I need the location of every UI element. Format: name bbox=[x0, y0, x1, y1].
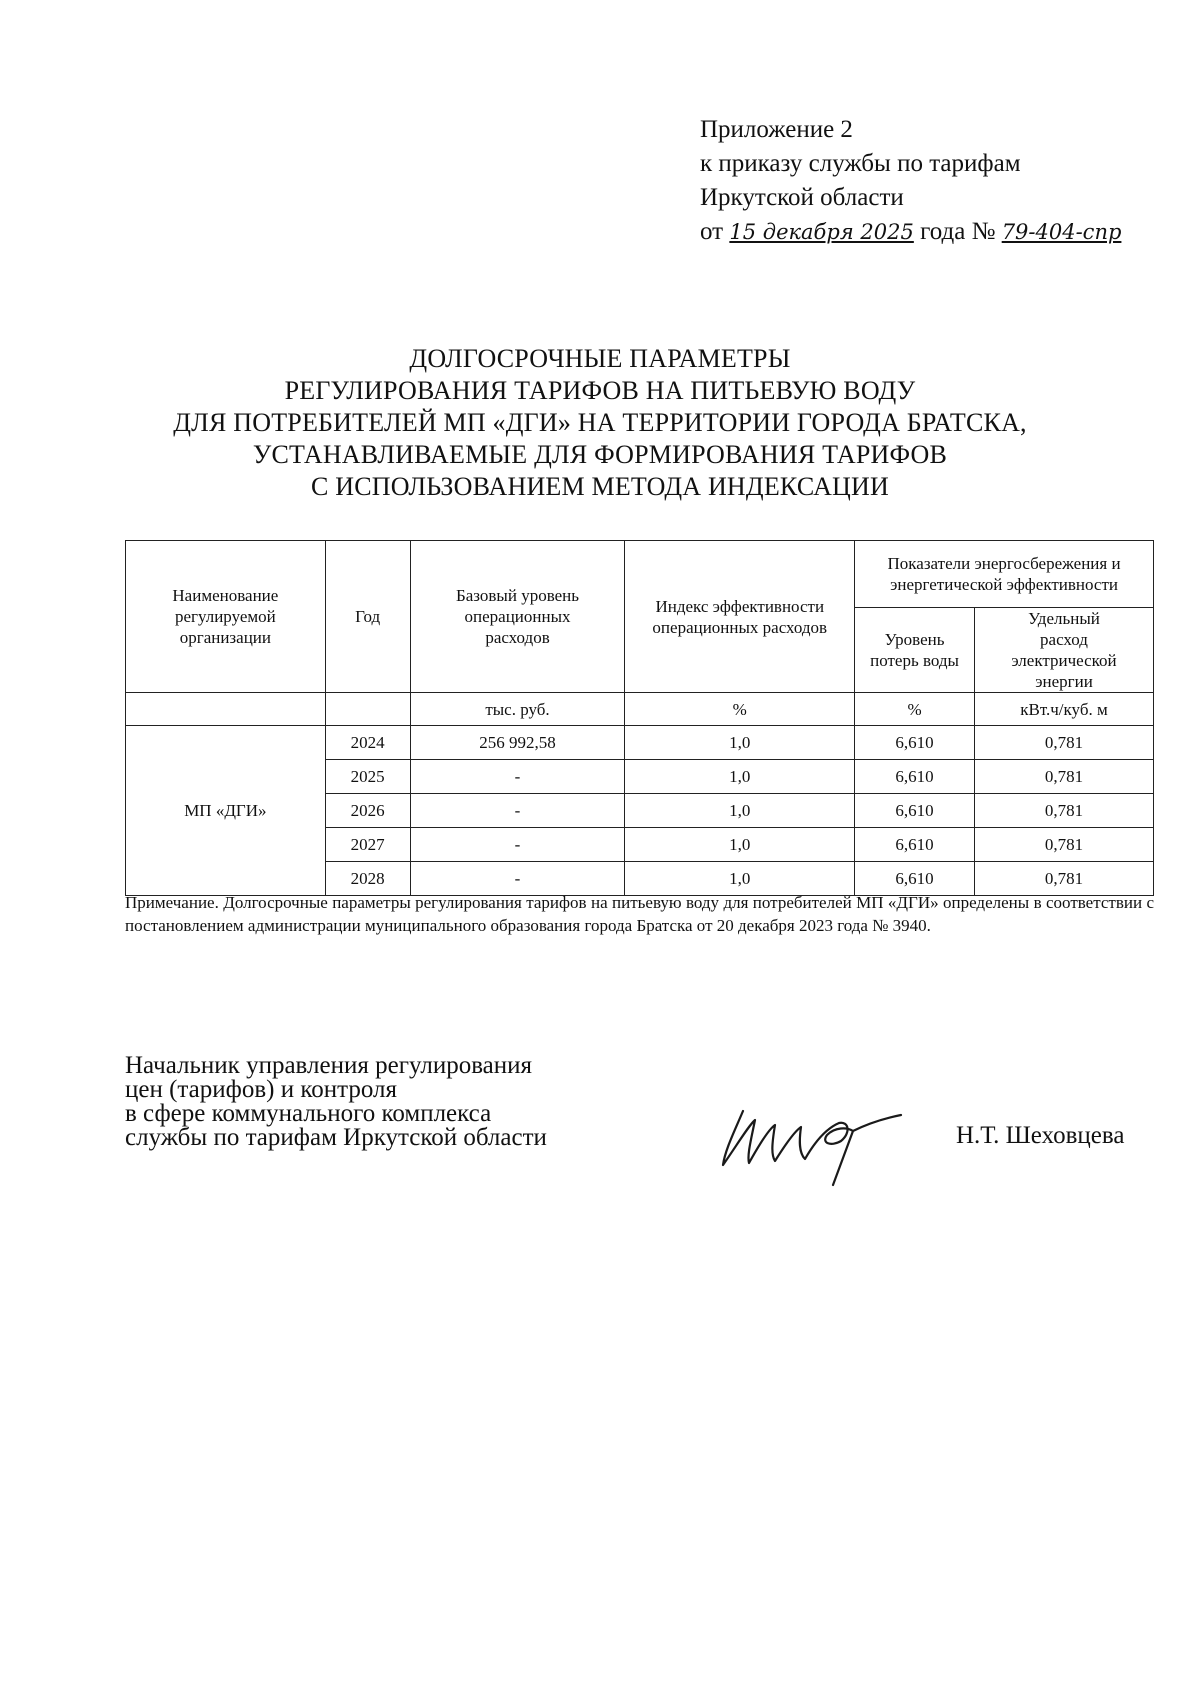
title-line-1: ДОЛГОСРОЧНЫЕ ПАРАМЕТРЫ bbox=[409, 344, 791, 373]
table-note: Примечание. Долгосрочные параметры регулирования тарифов на питьевую воду для потребителей МП «ДГИ» определены в соответствии с постановлением администрации муниципального образования города Братска от 20 декабря 2023 года № 3940. bbox=[125, 893, 1154, 935]
loss-cell: 6,610 bbox=[855, 794, 975, 828]
handwritten-signature bbox=[715, 1085, 945, 1190]
index-cell: 1,0 bbox=[625, 862, 855, 896]
consumption-cell: 0,781 bbox=[975, 760, 1154, 794]
table-row bbox=[126, 726, 1154, 760]
appendix-line-3: Иркутской области bbox=[700, 184, 904, 211]
signer-line-4: службы по тарифам Иркутской области bbox=[125, 1124, 547, 1151]
document-title bbox=[0, 343, 1200, 503]
base-cell: - bbox=[410, 794, 625, 828]
title-line-3: ДЛЯ ПОТРЕБИТЕЛЕЙ МП «ДГИ» НА ТЕРРИТОРИИ ГОРОДА БРАТСКА, bbox=[173, 408, 1027, 437]
header-year: Год bbox=[325, 541, 410, 693]
header-efficiency-index: Индекс эффективности операционных расходов bbox=[625, 541, 855, 693]
handwritten-date: 15 декабря 2025 bbox=[729, 220, 914, 244]
index-cell: 1,0 bbox=[625, 828, 855, 862]
date-prefix: от bbox=[700, 218, 724, 245]
loss-cell: 6,610 bbox=[855, 828, 975, 862]
consumption-cell: 0,781 bbox=[975, 794, 1154, 828]
header-energy-group: Показатели энергосбережения и энергетической эффективности bbox=[855, 541, 1154, 608]
year-cell: 2026 bbox=[325, 794, 410, 828]
appendix-header bbox=[700, 113, 1121, 249]
loss-cell: 6,610 bbox=[855, 862, 975, 896]
index-cell: 1,0 bbox=[625, 794, 855, 828]
consumption-cell: 0,781 bbox=[975, 828, 1154, 862]
signer-line-1: Начальник управления регулирования bbox=[125, 1052, 533, 1079]
signer-name: Н.Т. Шеховцева bbox=[956, 1122, 1125, 1149]
year-cell: 2028 bbox=[325, 862, 410, 896]
loss-cell: 6,610 bbox=[855, 760, 975, 794]
header-base-level: Базовый уровень операционных расходов bbox=[410, 541, 625, 693]
title-line-2: РЕГУЛИРОВАНИЯ ТАРИФОВ НА ПИТЬЕВУЮ ВОДУ bbox=[284, 376, 916, 405]
appendix-date-line bbox=[700, 215, 1121, 249]
handwritten-order-number: 79-404-спр bbox=[1001, 220, 1122, 244]
signer-line-3: в сфере коммунального комплекса bbox=[125, 1100, 492, 1127]
signer-title bbox=[125, 1054, 547, 1150]
year-cell: 2024 bbox=[325, 726, 410, 760]
org-name-cell: МП «ДГИ» bbox=[126, 726, 326, 896]
header-energy-consumption: Удельный расход электрической энергии bbox=[975, 608, 1154, 693]
year-word: года № bbox=[920, 218, 996, 245]
unit-index: % bbox=[625, 693, 855, 726]
appendix-line-2: к приказу службы по тарифам bbox=[700, 150, 1021, 177]
base-cell: - bbox=[410, 828, 625, 862]
header-org: Наименование регулируемой организации bbox=[126, 541, 326, 693]
base-cell: - bbox=[410, 760, 625, 794]
tariff-parameters-table bbox=[125, 540, 1154, 896]
year-cell: 2027 bbox=[325, 828, 410, 862]
loss-cell: 6,610 bbox=[855, 726, 975, 760]
header-water-loss: Уровень потерь воды bbox=[855, 608, 975, 693]
base-cell: 256 992,58 bbox=[410, 726, 625, 760]
index-cell: 1,0 bbox=[625, 726, 855, 760]
index-cell: 1,0 bbox=[625, 760, 855, 794]
units-year-empty bbox=[325, 693, 410, 726]
base-cell: - bbox=[410, 862, 625, 896]
title-line-4: УСТАНАВЛИВАЕМЫЕ ДЛЯ ФОРМИРОВАНИЯ ТАРИФОВ bbox=[252, 440, 948, 469]
appendix-line-1: Приложение 2 bbox=[700, 116, 853, 143]
year-cell: 2025 bbox=[325, 760, 410, 794]
consumption-cell: 0,781 bbox=[975, 726, 1154, 760]
signer-line-2: цен (тарифов) и контроля bbox=[125, 1076, 397, 1103]
unit-base: тыс. руб. bbox=[410, 693, 625, 726]
unit-consumption: кВт.ч/куб. м bbox=[975, 693, 1154, 726]
title-line-5: С ИСПОЛЬЗОВАНИЕМ МЕТОДА ИНДЕКСАЦИИ bbox=[311, 472, 889, 501]
consumption-cell: 0,781 bbox=[975, 862, 1154, 896]
unit-loss: % bbox=[855, 693, 975, 726]
units-org-empty bbox=[126, 693, 326, 726]
